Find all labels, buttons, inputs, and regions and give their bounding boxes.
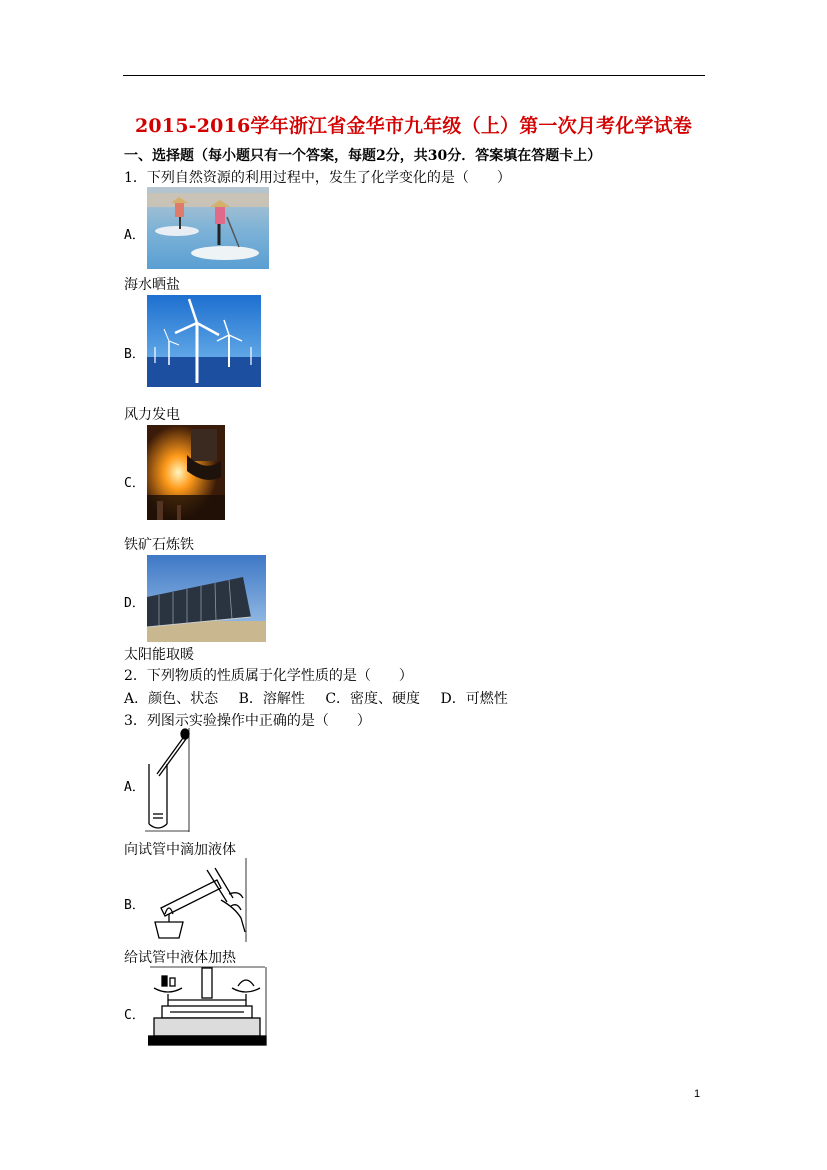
q2-option-a: A．颜色、状态: [124, 691, 219, 707]
q3-option-b-caption: 给试管中液体加热: [124, 950, 236, 966]
question-1-stem: 1．下列自然资源的利用过程中，发生了化学变化的是（ ）: [124, 170, 511, 186]
solar-panel-photo: [147, 555, 266, 642]
q3-option-a-caption: 向试管中滴加液体: [124, 842, 236, 858]
exam-title: 2015-2016学年浙江省金华市九年级（上）第一次月考化学试卷: [134, 115, 693, 137]
dropper-test-tube-diagram: [145, 728, 191, 832]
q2-option-b: B．溶解性: [238, 691, 305, 707]
q1-option-d-label: D．: [124, 596, 145, 611]
q3-option-c-label: C．: [124, 1008, 145, 1023]
molten-iron-photo: [147, 425, 225, 520]
page-number: 1: [694, 1088, 701, 1100]
question-2-stem: 2．下列物质的性质属于化学性质的是（ ）: [124, 668, 413, 684]
q2-option-c: C．密度、硬度: [325, 691, 421, 707]
q1-option-a-label: A．: [124, 228, 145, 243]
q1-option-b-label: B．: [124, 347, 145, 362]
q3-option-b-label: B．: [124, 898, 145, 913]
heating-test-tube-diagram: [145, 858, 247, 942]
question-2-options: [124, 688, 524, 708]
section-heading: 一、选择题（每小题只有一个答案，每题2分，共30分．答案填在答题卡上）: [124, 148, 602, 164]
salt-pan-photo: [147, 187, 269, 269]
q2-option-d: D．可燃性: [440, 691, 508, 707]
header-rule: [123, 75, 705, 76]
wind-turbine-photo: [147, 295, 261, 387]
q1-option-b-caption: 风力发电: [124, 407, 180, 423]
q1-option-c-label: C．: [124, 476, 145, 491]
q1-option-c-caption: 铁矿石炼铁: [124, 537, 194, 553]
q1-option-d-caption: 太阳能取暖: [124, 647, 194, 663]
q1-option-a-caption: 海水晒盐: [124, 277, 180, 293]
balance-scale-diagram: [148, 966, 267, 1046]
q3-option-a-label: A．: [124, 780, 145, 795]
question-3-stem: 3．列图示实验操作中正确的是（ ）: [124, 713, 371, 729]
